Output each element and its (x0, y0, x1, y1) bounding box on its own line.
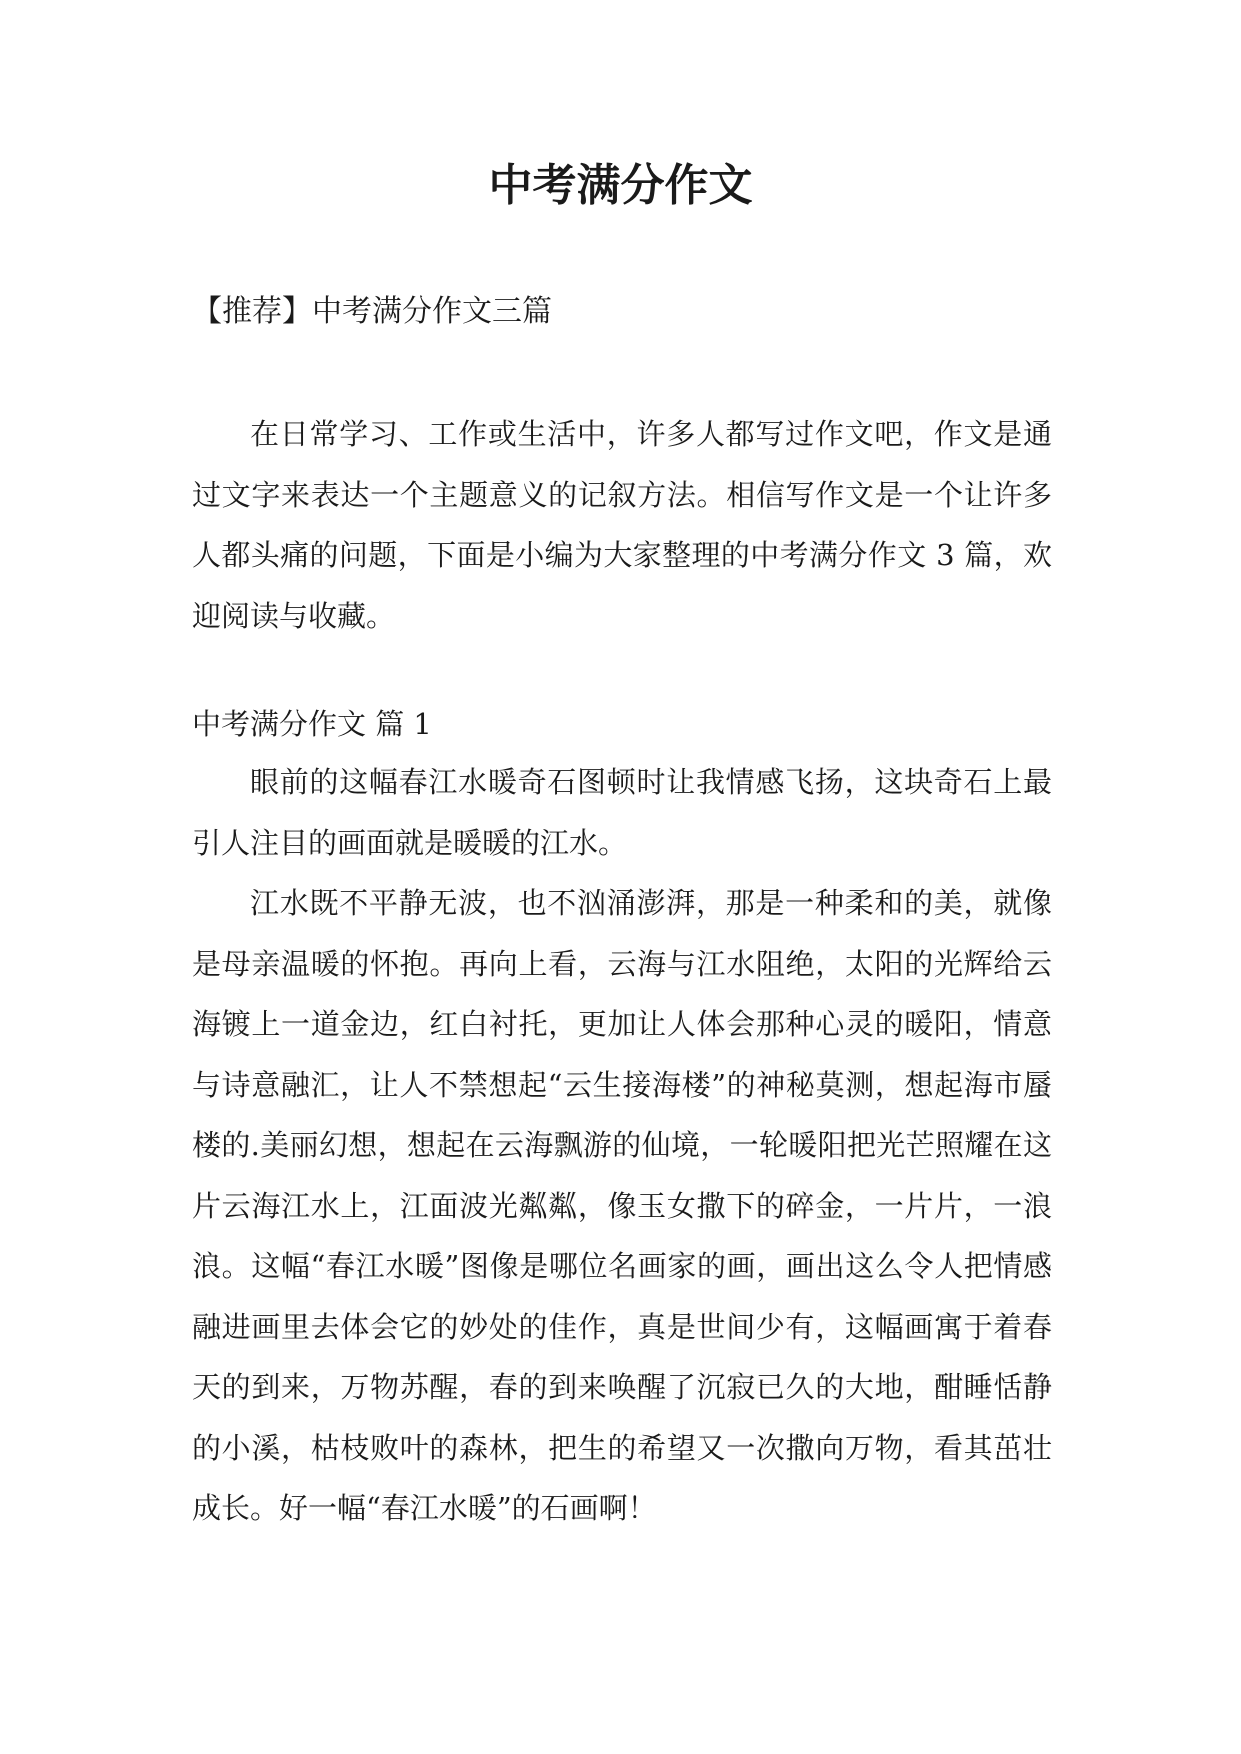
article-body (192, 752, 1052, 1539)
document-title: 中考满分作文 (488, 160, 753, 211)
document-subtitle: 【推荐】中考满分作文三篇 (192, 294, 552, 329)
section-heading: 中考满分作文 篇 1 (192, 707, 432, 741)
intro-paragraph: 在日常学习、工作或生活中，许多人都写过作文吧，作文是通过文字来表达一个主题意义的记叙方法。相信写作文是一个让许多人都头痛的问题，下面是小编为大家整理的中考满分作文 3 篇，欢迎阅读与收藏。 (192, 417, 1052, 633)
intro-block (192, 404, 1052, 646)
article-paragraph: 眼前的这幅春江水暖奇石图顿时让我情感飞扬，这块奇石上最引人注目的画面就是暖暖的江水。 (192, 765, 1052, 860)
article-paragraph: 江水既不平静无波，也不汹涌澎湃，那是一种柔和的美，就像是母亲温暖的怀抱。再向上看，云海与江水阻绝，太阳的光辉给云海镀上一道金边，红白衬托，更加让人体会那种心灵的暖阳，情意与诗意融汇，让人不禁想起“云生接海楼”的神秘莫测，想起海市蜃楼的.美丽幻想，想起在云海飘游的仙境，一轮暖阳把光芒照耀在这片云海江水上，江面波光粼粼，像玉女撒下的碎金，一片片，一浪浪。这幅“春江水暖”图像是哪位名画家的画，画出这么令人把情感融进画里去体会它的妙处的佳作，真是世间少有，这幅画寓于着春天的到来，万物苏醒，春的到来唤醒了沉寂已久的大地，酣睡恬静的小溪，枯枝败叶的森林，把生的希望又一次撒向万物，看其茁壮成长。好一幅“春江水暖”的石画啊！ (192, 886, 1052, 1525)
